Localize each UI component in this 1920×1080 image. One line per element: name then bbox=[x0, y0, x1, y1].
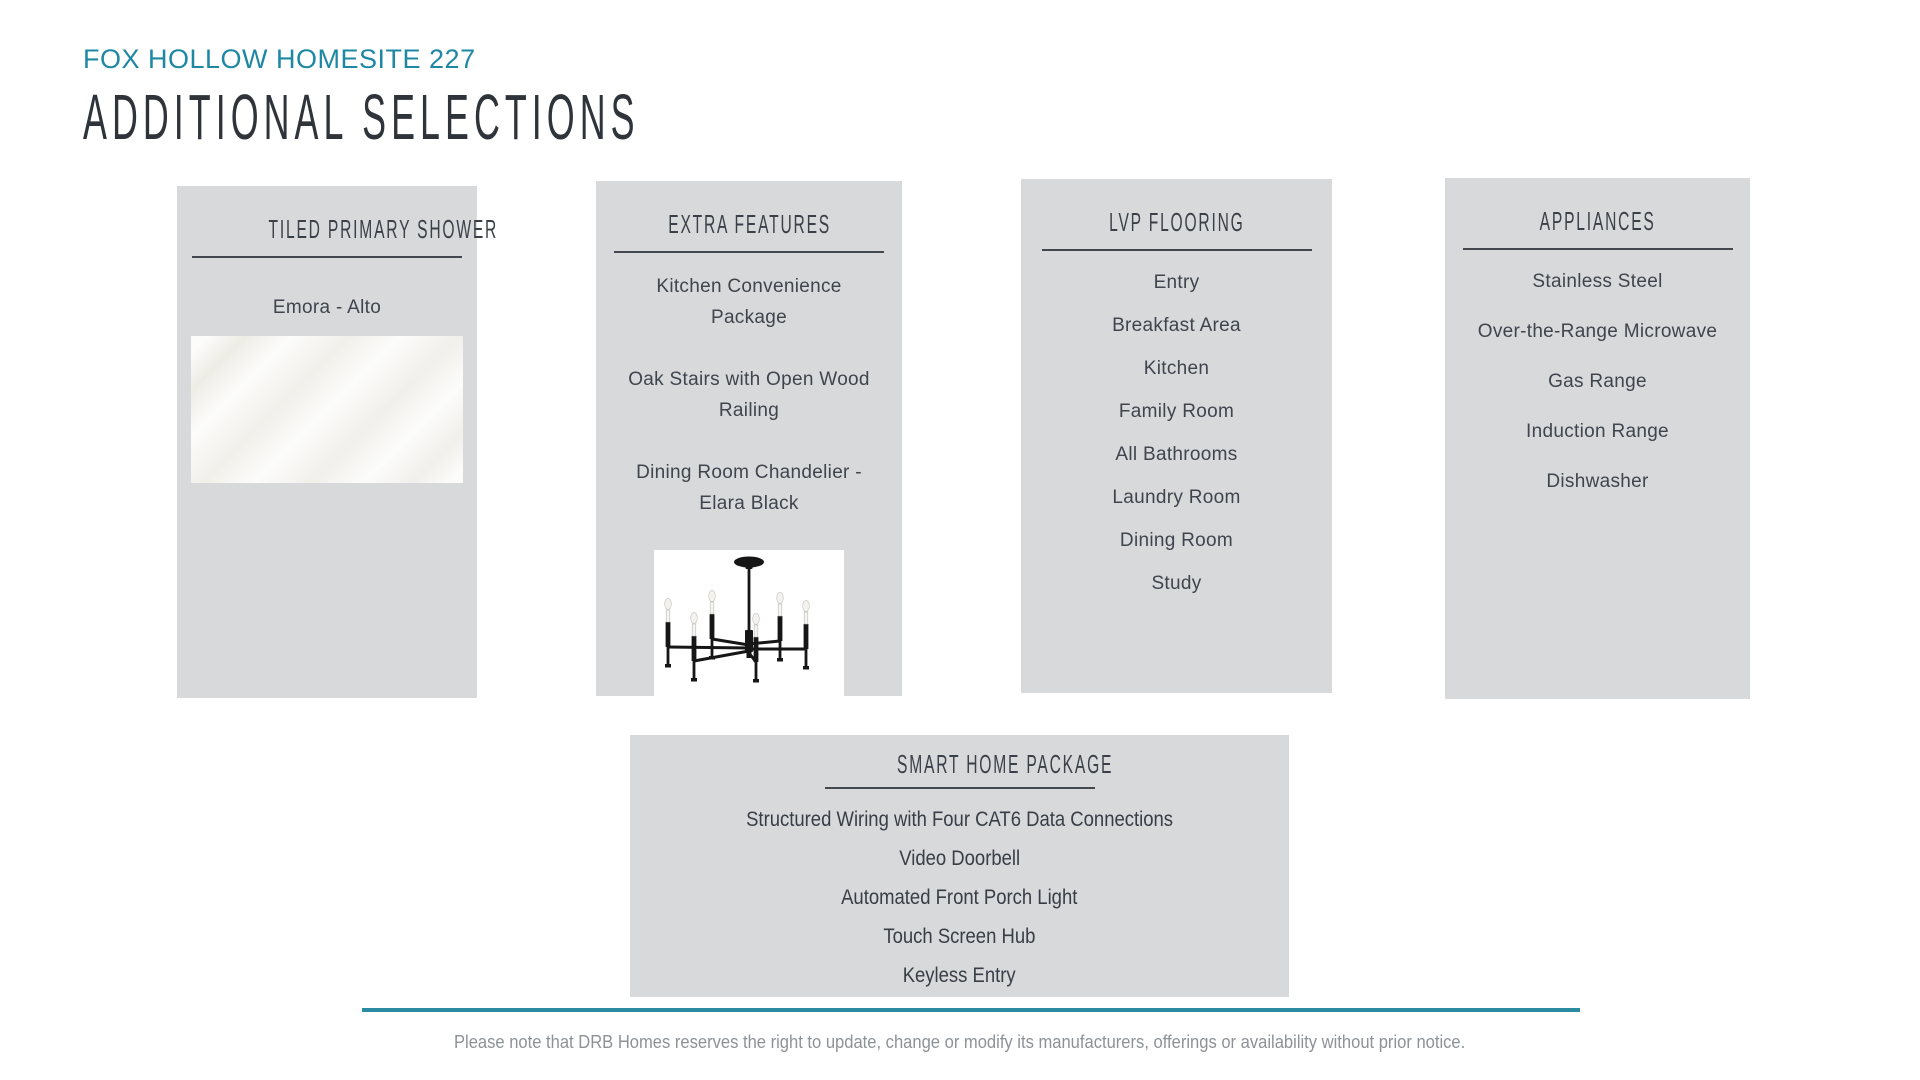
teal-divider-line bbox=[362, 1008, 1580, 1012]
selection-item: Gas Range bbox=[1548, 371, 1647, 392]
selection-item: Breakfast Area bbox=[1112, 315, 1241, 336]
selection-item: Touch Screen Hub bbox=[883, 925, 1036, 948]
smart-home-list bbox=[630, 808, 1289, 988]
page-header bbox=[83, 44, 1077, 153]
selection-item: Oak Stairs with Open Wood Railing bbox=[628, 369, 870, 421]
selection-item: All Bathrooms bbox=[1115, 444, 1238, 465]
selection-item: Dishwasher bbox=[1546, 471, 1649, 492]
card-title-tiled-primary-shower: TILED PRIMARY SHOWER bbox=[192, 212, 462, 258]
selection-item: Automated Front Porch Light bbox=[841, 886, 1078, 909]
selection-item: Kitchen bbox=[1143, 358, 1210, 379]
card-lvp-flooring bbox=[1021, 179, 1332, 693]
selection-item: Study bbox=[1151, 573, 1202, 594]
selection-item: Entry bbox=[1153, 272, 1200, 293]
page-title: ADDITIONAL SELECTIONS bbox=[83, 81, 640, 153]
selection-item: Stainless Steel bbox=[1532, 271, 1663, 292]
selection-item: Emora - Alto bbox=[272, 297, 382, 318]
chandelier-graphic bbox=[654, 550, 844, 713]
disclaimer-note: Please note that DRB Homes reserves the right to update, change or modify its manufacturers, offerings or availability without prior notice. bbox=[454, 1032, 1466, 1052]
card-title-appliances: APPLIANCES bbox=[1463, 204, 1733, 250]
marble-tile-image bbox=[191, 336, 463, 483]
shower-selection-list bbox=[177, 296, 477, 319]
card-appliances bbox=[1445, 178, 1750, 699]
selection-item: Keyless Entry bbox=[903, 964, 1016, 987]
extra-features-list bbox=[596, 271, 902, 519]
card-smart-home-package bbox=[630, 735, 1289, 997]
lvp-flooring-list bbox=[1021, 271, 1332, 595]
selection-item: Laundry Room bbox=[1112, 487, 1241, 508]
selection-item: Video Doorbell bbox=[899, 847, 1020, 870]
card-title-lvp-flooring: LVP FLOORING bbox=[1042, 205, 1312, 251]
card-extra-features bbox=[596, 181, 902, 696]
selection-item: Dining Room bbox=[1119, 530, 1234, 551]
selection-item: Family Room bbox=[1118, 401, 1235, 422]
selection-item: Induction Range bbox=[1526, 421, 1669, 442]
selection-item: Dining Room Chandelier - Elara Black bbox=[636, 462, 862, 514]
chandelier-image bbox=[654, 550, 844, 713]
selection-item: Over-the-Range Microwave bbox=[1477, 321, 1718, 342]
appliances-list bbox=[1445, 270, 1750, 493]
card-title-smart-home-package: SMART HOME PACKAGE bbox=[825, 749, 1095, 789]
selection-item: Structured Wiring with Four CAT6 Data Connections bbox=[746, 808, 1173, 831]
card-tiled-primary-shower bbox=[177, 186, 499, 698]
selection-item: Kitchen Convenience Package bbox=[656, 276, 842, 328]
community-homesite-label: FOX HOLLOW HOMESITE 227 bbox=[83, 44, 476, 74]
card-title-extra-features: EXTRA FEATURES bbox=[614, 207, 884, 253]
